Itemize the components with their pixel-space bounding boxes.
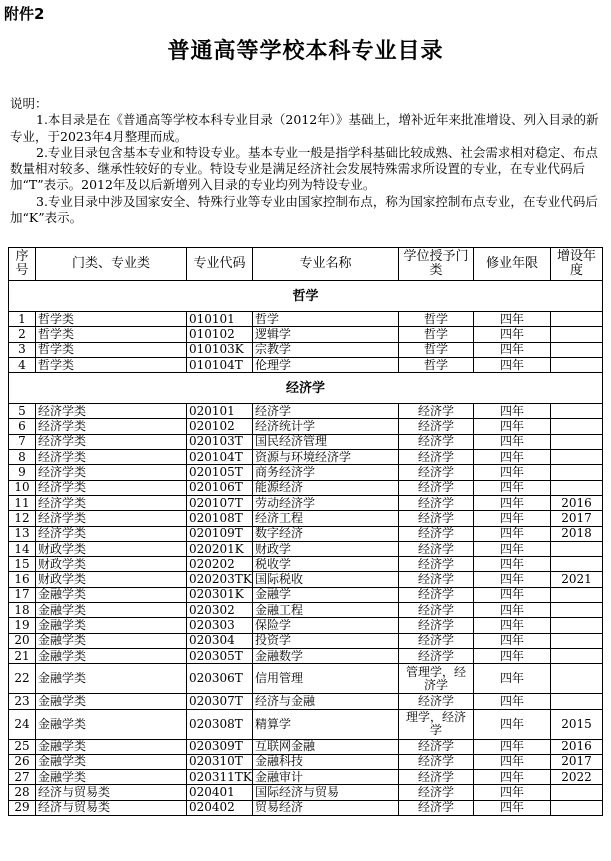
cell-code: 020104T (187, 450, 253, 465)
cell-major-name: 国际经济与贸易 (253, 785, 399, 800)
cell-duration: 四年 (474, 587, 551, 602)
cell-duration: 四年 (474, 495, 551, 510)
cell-major-name: 劳动经济学 (253, 495, 399, 510)
cell-major-name: 能源经济 (253, 480, 399, 495)
cell-year-added (551, 694, 603, 709)
header-major-name: 专业名称 (253, 248, 399, 281)
cell-duration: 四年 (474, 541, 551, 556)
cell-code: 020304 (187, 633, 253, 648)
table-row (9, 800, 603, 815)
cell-degree: 经济学 (399, 618, 474, 633)
section-title: 哲学 (9, 281, 603, 312)
cell-category: 哲学类 (36, 342, 187, 357)
cell-code: 020107T (187, 495, 253, 510)
cell-duration: 四年 (474, 770, 551, 785)
cell-seq: 15 (9, 557, 36, 572)
table-row (9, 404, 603, 419)
cell-code: 020307T (187, 694, 253, 709)
cell-year-added (551, 800, 603, 815)
cell-duration: 四年 (474, 434, 551, 449)
cell-year-added (551, 648, 603, 663)
cell-category: 金融学类 (36, 664, 187, 694)
cell-major-name: 精算学 (253, 709, 399, 739)
cell-year-added: 2021 (551, 572, 603, 587)
table-row (9, 541, 603, 556)
cell-major-name: 金融科技 (253, 754, 399, 769)
cell-code: 010102 (187, 327, 253, 342)
cell-category: 经济学类 (36, 450, 187, 465)
cell-category: 财政学类 (36, 557, 187, 572)
cell-duration: 四年 (474, 312, 551, 327)
cell-degree: 经济学 (399, 694, 474, 709)
cell-duration: 四年 (474, 526, 551, 541)
cell-year-added: 2017 (551, 511, 603, 526)
cell-major-name: 哲学 (253, 312, 399, 327)
cell-year-added: 2017 (551, 754, 603, 769)
header-degree: 学位授予门类 (399, 248, 474, 281)
cell-category: 经济学类 (36, 526, 187, 541)
cell-code: 020108T (187, 511, 253, 526)
cell-category: 经济学类 (36, 434, 187, 449)
table-row (9, 312, 603, 327)
cell-seq: 7 (9, 434, 36, 449)
cell-year-added: 2022 (551, 770, 603, 785)
section-row (9, 373, 603, 404)
table-row (9, 618, 603, 633)
cell-degree: 经济学 (399, 495, 474, 510)
table-header-row (9, 248, 603, 281)
notes-block (10, 96, 602, 226)
cell-degree: 管理学，经济学 (399, 664, 474, 694)
cell-code: 020102 (187, 419, 253, 434)
cell-category: 财政学类 (36, 572, 187, 587)
cell-duration: 四年 (474, 603, 551, 618)
cell-duration: 四年 (474, 557, 551, 572)
cell-seq: 13 (9, 526, 36, 541)
cell-major-name: 金融工程 (253, 603, 399, 618)
cell-seq: 21 (9, 648, 36, 663)
cell-degree: 经济学 (399, 541, 474, 556)
cell-degree: 经济学 (399, 434, 474, 449)
cell-code: 020301K (187, 587, 253, 602)
table-row (9, 342, 603, 357)
table-row (9, 754, 603, 769)
cell-degree: 哲学 (399, 357, 474, 372)
cell-code: 020105T (187, 465, 253, 480)
cell-degree: 经济学 (399, 465, 474, 480)
cell-major-name: 金融审计 (253, 770, 399, 785)
cell-degree: 经济学 (399, 419, 474, 434)
cell-major-name: 财政学 (253, 541, 399, 556)
cell-year-added (551, 404, 603, 419)
header-category: 门类、专业类 (36, 248, 187, 281)
cell-major-name: 国际税收 (253, 572, 399, 587)
cell-code: 020311TK (187, 770, 253, 785)
table-row (9, 450, 603, 465)
cell-seq: 6 (9, 419, 36, 434)
table-row (9, 480, 603, 495)
cell-duration: 四年 (474, 480, 551, 495)
cell-degree: 经济学 (399, 404, 474, 419)
table-row (9, 709, 603, 739)
section-title: 经济学 (9, 373, 603, 404)
page-title: 普通高等学校本科专业目录 (167, 39, 444, 64)
cell-duration: 四年 (474, 648, 551, 663)
cell-duration: 四年 (474, 419, 551, 434)
cell-major-name: 贸易经济 (253, 800, 399, 815)
cell-year-added (551, 434, 603, 449)
cell-seq: 11 (9, 495, 36, 510)
cell-category: 经济与贸易类 (36, 800, 187, 815)
header-year-added: 增设年度 (551, 248, 603, 281)
cell-degree: 经济学 (399, 739, 474, 754)
cell-category: 金融学类 (36, 618, 187, 633)
table-row (9, 785, 603, 800)
cell-year-added (551, 664, 603, 694)
cell-degree: 经济学 (399, 480, 474, 495)
cell-degree: 经济学 (399, 526, 474, 541)
table-row (9, 511, 603, 526)
cell-year-added (551, 465, 603, 480)
table-row (9, 357, 603, 372)
table-row (9, 526, 603, 541)
cell-year-added (551, 633, 603, 648)
cell-degree: 经济学 (399, 450, 474, 465)
cell-category: 经济学类 (36, 419, 187, 434)
cell-degree: 哲学 (399, 327, 474, 342)
cell-seq: 22 (9, 664, 36, 694)
cell-code: 020305T (187, 648, 253, 663)
cell-category: 经济学类 (36, 511, 187, 526)
cell-seq: 9 (9, 465, 36, 480)
cell-code: 020309T (187, 739, 253, 754)
section-row (9, 281, 603, 312)
cell-code: 010104T (187, 357, 253, 372)
cell-category: 金融学类 (36, 648, 187, 663)
cell-year-added: 2015 (551, 709, 603, 739)
cell-code: 020310T (187, 754, 253, 769)
cell-seq: 26 (9, 754, 36, 769)
cell-duration: 四年 (474, 572, 551, 587)
table-row (9, 694, 603, 709)
cell-degree: 经济学 (399, 572, 474, 587)
cell-degree: 经济学 (399, 785, 474, 800)
cell-seq: 17 (9, 587, 36, 602)
cell-seq: 4 (9, 357, 36, 372)
cell-duration: 四年 (474, 709, 551, 739)
cell-code: 020303 (187, 618, 253, 633)
cell-major-name: 保险学 (253, 618, 399, 633)
cell-seq: 5 (9, 404, 36, 419)
cell-duration: 四年 (474, 664, 551, 694)
table-row (9, 327, 603, 342)
cell-code: 010101 (187, 312, 253, 327)
cell-seq: 14 (9, 541, 36, 556)
cell-seq: 12 (9, 511, 36, 526)
table-row (9, 495, 603, 510)
cell-year-added: 2016 (551, 739, 603, 754)
cell-major-name: 伦理学 (253, 357, 399, 372)
cell-code: 010103K (187, 342, 253, 357)
cell-category: 哲学类 (36, 327, 187, 342)
cell-duration: 四年 (474, 633, 551, 648)
note-item: 3.专业目录中涉及国家安全、特殊行业等专业由国家控制布点，称为国家控制布点专业，在专业代码后加“K”表示。 (10, 193, 598, 226)
cell-seq: 8 (9, 450, 36, 465)
cell-code: 020308T (187, 709, 253, 739)
cell-category: 哲学类 (36, 312, 187, 327)
attachment-label: 附件2 (4, 5, 45, 23)
cell-degree: 经济学 (399, 633, 474, 648)
cell-year-added (551, 557, 603, 572)
cell-duration: 四年 (474, 357, 551, 372)
cell-major-name: 金融学 (253, 587, 399, 602)
cell-code: 020401 (187, 785, 253, 800)
notes-heading: 说明： (10, 96, 48, 111)
cell-duration: 四年 (474, 785, 551, 800)
cell-duration: 四年 (474, 465, 551, 480)
cell-seq: 19 (9, 618, 36, 633)
cell-category: 金融学类 (36, 709, 187, 739)
cell-seq: 10 (9, 480, 36, 495)
cell-year-added: 2016 (551, 495, 603, 510)
cell-code: 020402 (187, 800, 253, 815)
cell-duration: 四年 (474, 327, 551, 342)
cell-seq: 18 (9, 603, 36, 618)
cell-duration: 四年 (474, 342, 551, 357)
cell-code: 020103T (187, 434, 253, 449)
table-body (9, 281, 603, 816)
cell-duration: 四年 (474, 739, 551, 754)
cell-code: 020306T (187, 664, 253, 694)
cell-major-name: 经济工程 (253, 511, 399, 526)
cell-code: 020202 (187, 557, 253, 572)
cell-year-added (551, 541, 603, 556)
cell-degree: 理学，经济学 (399, 709, 474, 739)
cell-year-added (551, 587, 603, 602)
table-row (9, 434, 603, 449)
cell-major-name: 宗教学 (253, 342, 399, 357)
cell-category: 经济学类 (36, 495, 187, 510)
cell-duration: 四年 (474, 694, 551, 709)
cell-degree: 哲学 (399, 342, 474, 357)
cell-duration: 四年 (474, 618, 551, 633)
cell-degree: 哲学 (399, 312, 474, 327)
table-row (9, 587, 603, 602)
cell-category: 经济与贸易类 (36, 785, 187, 800)
cell-degree: 经济学 (399, 648, 474, 663)
cell-major-name: 经济统计学 (253, 419, 399, 434)
cell-seq: 28 (9, 785, 36, 800)
cell-category: 金融学类 (36, 739, 187, 754)
cell-seq: 27 (9, 770, 36, 785)
cell-category: 经济学类 (36, 404, 187, 419)
cell-duration: 四年 (474, 800, 551, 815)
cell-category: 金融学类 (36, 754, 187, 769)
cell-duration: 四年 (474, 450, 551, 465)
cell-degree: 经济学 (399, 557, 474, 572)
cell-major-name: 信用管理 (253, 664, 399, 694)
cell-category: 财政学类 (36, 541, 187, 556)
cell-code: 020109T (187, 526, 253, 541)
cell-degree: 经济学 (399, 587, 474, 602)
cell-category: 金融学类 (36, 633, 187, 648)
cell-seq: 25 (9, 739, 36, 754)
cell-year-added (551, 450, 603, 465)
cell-category: 哲学类 (36, 357, 187, 372)
cell-category: 金融学类 (36, 694, 187, 709)
cell-category: 经济学类 (36, 465, 187, 480)
cell-degree: 经济学 (399, 770, 474, 785)
cell-code: 020106T (187, 480, 253, 495)
cell-major-name: 数字经济 (253, 526, 399, 541)
cell-major-name: 税收学 (253, 557, 399, 572)
cell-duration: 四年 (474, 404, 551, 419)
note-item: 1.本目录是在《普通高等学校本科专业目录（2012年）》基础上，增补近年来批准增设、列入目录的新专业，于2023年4月整理而成。 (10, 112, 599, 144)
cell-major-name: 逻辑学 (253, 327, 399, 342)
cell-seq: 20 (9, 633, 36, 648)
cell-seq: 2 (9, 327, 36, 342)
table-row (9, 603, 603, 618)
table-row (9, 419, 603, 434)
cell-category: 金融学类 (36, 770, 187, 785)
cell-year-added (551, 419, 603, 434)
cell-major-name: 互联网金融 (253, 739, 399, 754)
cell-year-added: 2018 (551, 526, 603, 541)
cell-year-added (551, 603, 603, 618)
cell-year-added (551, 357, 603, 372)
table-row (9, 770, 603, 785)
cell-category: 金融学类 (36, 587, 187, 602)
cell-major-name: 投资学 (253, 633, 399, 648)
cell-year-added (551, 618, 603, 633)
cell-major-name: 国民经济管理 (253, 434, 399, 449)
cell-duration: 四年 (474, 511, 551, 526)
table-row (9, 572, 603, 587)
cell-seq: 1 (9, 312, 36, 327)
table-row (9, 739, 603, 754)
table-row (9, 557, 603, 572)
cell-code: 020302 (187, 603, 253, 618)
major-catalog-table (8, 247, 603, 816)
cell-category: 金融学类 (36, 603, 187, 618)
cell-year-added (551, 785, 603, 800)
cell-major-name: 金融数学 (253, 648, 399, 663)
cell-year-added (551, 342, 603, 357)
table-row (9, 648, 603, 663)
cell-code: 020201K (187, 541, 253, 556)
cell-year-added (551, 312, 603, 327)
cell-duration: 四年 (474, 754, 551, 769)
cell-degree: 经济学 (399, 511, 474, 526)
header-seq: 序号 (9, 248, 36, 281)
header-duration: 修业年限 (474, 248, 551, 281)
cell-major-name: 商务经济学 (253, 465, 399, 480)
cell-year-added (551, 327, 603, 342)
cell-degree: 经济学 (399, 603, 474, 618)
cell-major-name: 资源与环境经济学 (253, 450, 399, 465)
cell-year-added (551, 480, 603, 495)
note-item: 2.专业目录包含基本专业和特设专业。基本专业一般是指学科基础比较成熟、社会需求相对稳定、布点数量相对较多、继承性较好的专业。特设专业是满足经济社会发展特殊需求所设置的专业，在专业代码后加“T”表示。2012年及以后新增列入目录的专业均列为特设专业。 (10, 144, 598, 193)
table-row (9, 664, 603, 694)
cell-seq: 16 (9, 572, 36, 587)
header-code: 专业代码 (187, 248, 253, 281)
cell-code: 020101 (187, 404, 253, 419)
cell-seq: 24 (9, 709, 36, 739)
cell-major-name: 经济学 (253, 404, 399, 419)
cell-seq: 3 (9, 342, 36, 357)
cell-category: 经济学类 (36, 480, 187, 495)
table-row (9, 633, 603, 648)
cell-major-name: 经济与金融 (253, 694, 399, 709)
cell-seq: 29 (9, 800, 36, 815)
cell-degree: 经济学 (399, 800, 474, 815)
cell-seq: 23 (9, 694, 36, 709)
table-row (9, 465, 603, 480)
cell-code: 020203TK (187, 572, 253, 587)
cell-degree: 经济学 (399, 754, 474, 769)
